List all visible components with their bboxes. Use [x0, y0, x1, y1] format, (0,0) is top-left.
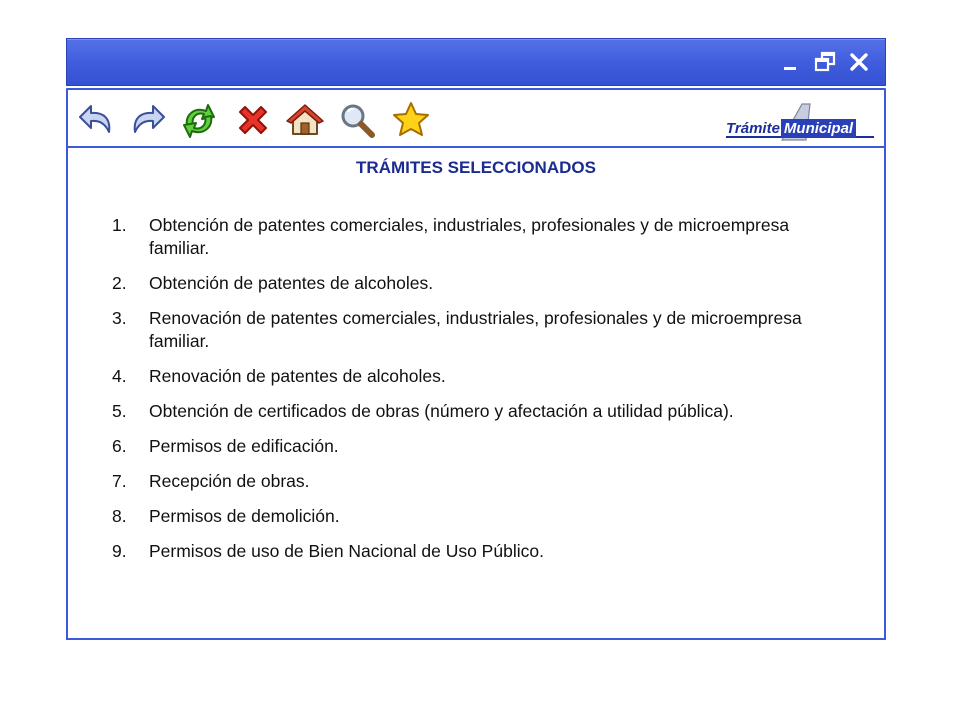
- list-item-number: 3.: [112, 308, 127, 328]
- list-item-text: Obtención de patentes de alcoholes.: [149, 273, 434, 293]
- list-item-number: 5.: [112, 401, 127, 421]
- window-controls: [779, 50, 871, 74]
- title-bar[interactable]: [66, 38, 886, 86]
- search-icon: [337, 100, 377, 140]
- close-icon: [849, 52, 869, 72]
- list-item-number: 9.: [112, 541, 127, 561]
- tramite-municipal-logo: [726, 96, 876, 144]
- list-item-text: Permisos de edificación.: [149, 436, 339, 456]
- minimize-icon: [781, 52, 801, 72]
- list-item-text: Renovación de patentes comerciales, industriales, profesionales y de microempresa familiar.: [149, 308, 802, 351]
- list-item: [112, 540, 812, 563]
- restore-icon: [814, 51, 836, 73]
- refresh-icon: [179, 100, 219, 140]
- list-item: [112, 272, 812, 295]
- app-window: [66, 38, 886, 638]
- list-item-text: Recepción de obras.: [149, 471, 310, 491]
- list-item: [112, 307, 812, 353]
- close-button[interactable]: [847, 50, 871, 74]
- home-icon: [285, 100, 325, 140]
- list-item-text: Permisos de uso de Bien Nacional de Uso Público.: [149, 541, 544, 561]
- logo-text-part1: Trámite: [726, 120, 780, 137]
- procedures-list: [112, 214, 812, 575]
- back-button[interactable]: [76, 99, 118, 141]
- list-item-text: Obtención de patentes comerciales, industriales, profesionales y de microempresa familiar.: [149, 215, 790, 258]
- content-panel: [66, 146, 886, 640]
- list-item: [112, 505, 812, 528]
- logo-text-part2: Municipal: [781, 119, 856, 138]
- forward-button[interactable]: [126, 99, 168, 141]
- list-item-text: Obtención de certificados de obras (número y afectación a utilidad pública).: [149, 401, 734, 421]
- favorite-button[interactable]: [390, 99, 432, 141]
- list-item-number: 4.: [112, 366, 127, 386]
- list-item: [112, 435, 812, 458]
- toolbar: [66, 88, 886, 150]
- home-button[interactable]: [284, 99, 326, 141]
- list-item: [112, 400, 812, 423]
- delete-icon: [233, 100, 273, 140]
- delete-button[interactable]: [232, 99, 274, 141]
- list-item-text: Renovación de patentes de alcoholes.: [149, 366, 446, 386]
- refresh-button[interactable]: [178, 99, 220, 141]
- list-item-number: 6.: [112, 436, 127, 456]
- forward-arrow-icon: [127, 100, 167, 140]
- search-button[interactable]: [336, 99, 378, 141]
- list-item: [112, 214, 812, 260]
- list-item-text: Permisos de demolición.: [149, 506, 340, 526]
- list-item-number: 2.: [112, 273, 127, 293]
- list-item-number: 8.: [112, 506, 127, 526]
- list-item: [112, 470, 812, 493]
- logo-text: [726, 120, 856, 137]
- list-item-number: 1.: [112, 215, 127, 235]
- favorite-star-icon: [391, 100, 431, 140]
- page-title: TRÁMITES SELECCIONADOS: [356, 158, 596, 177]
- back-arrow-icon: [77, 100, 117, 140]
- list-item: [112, 365, 812, 388]
- list-item-number: 7.: [112, 471, 127, 491]
- restore-button[interactable]: [813, 50, 837, 74]
- minimize-button[interactable]: [779, 50, 803, 74]
